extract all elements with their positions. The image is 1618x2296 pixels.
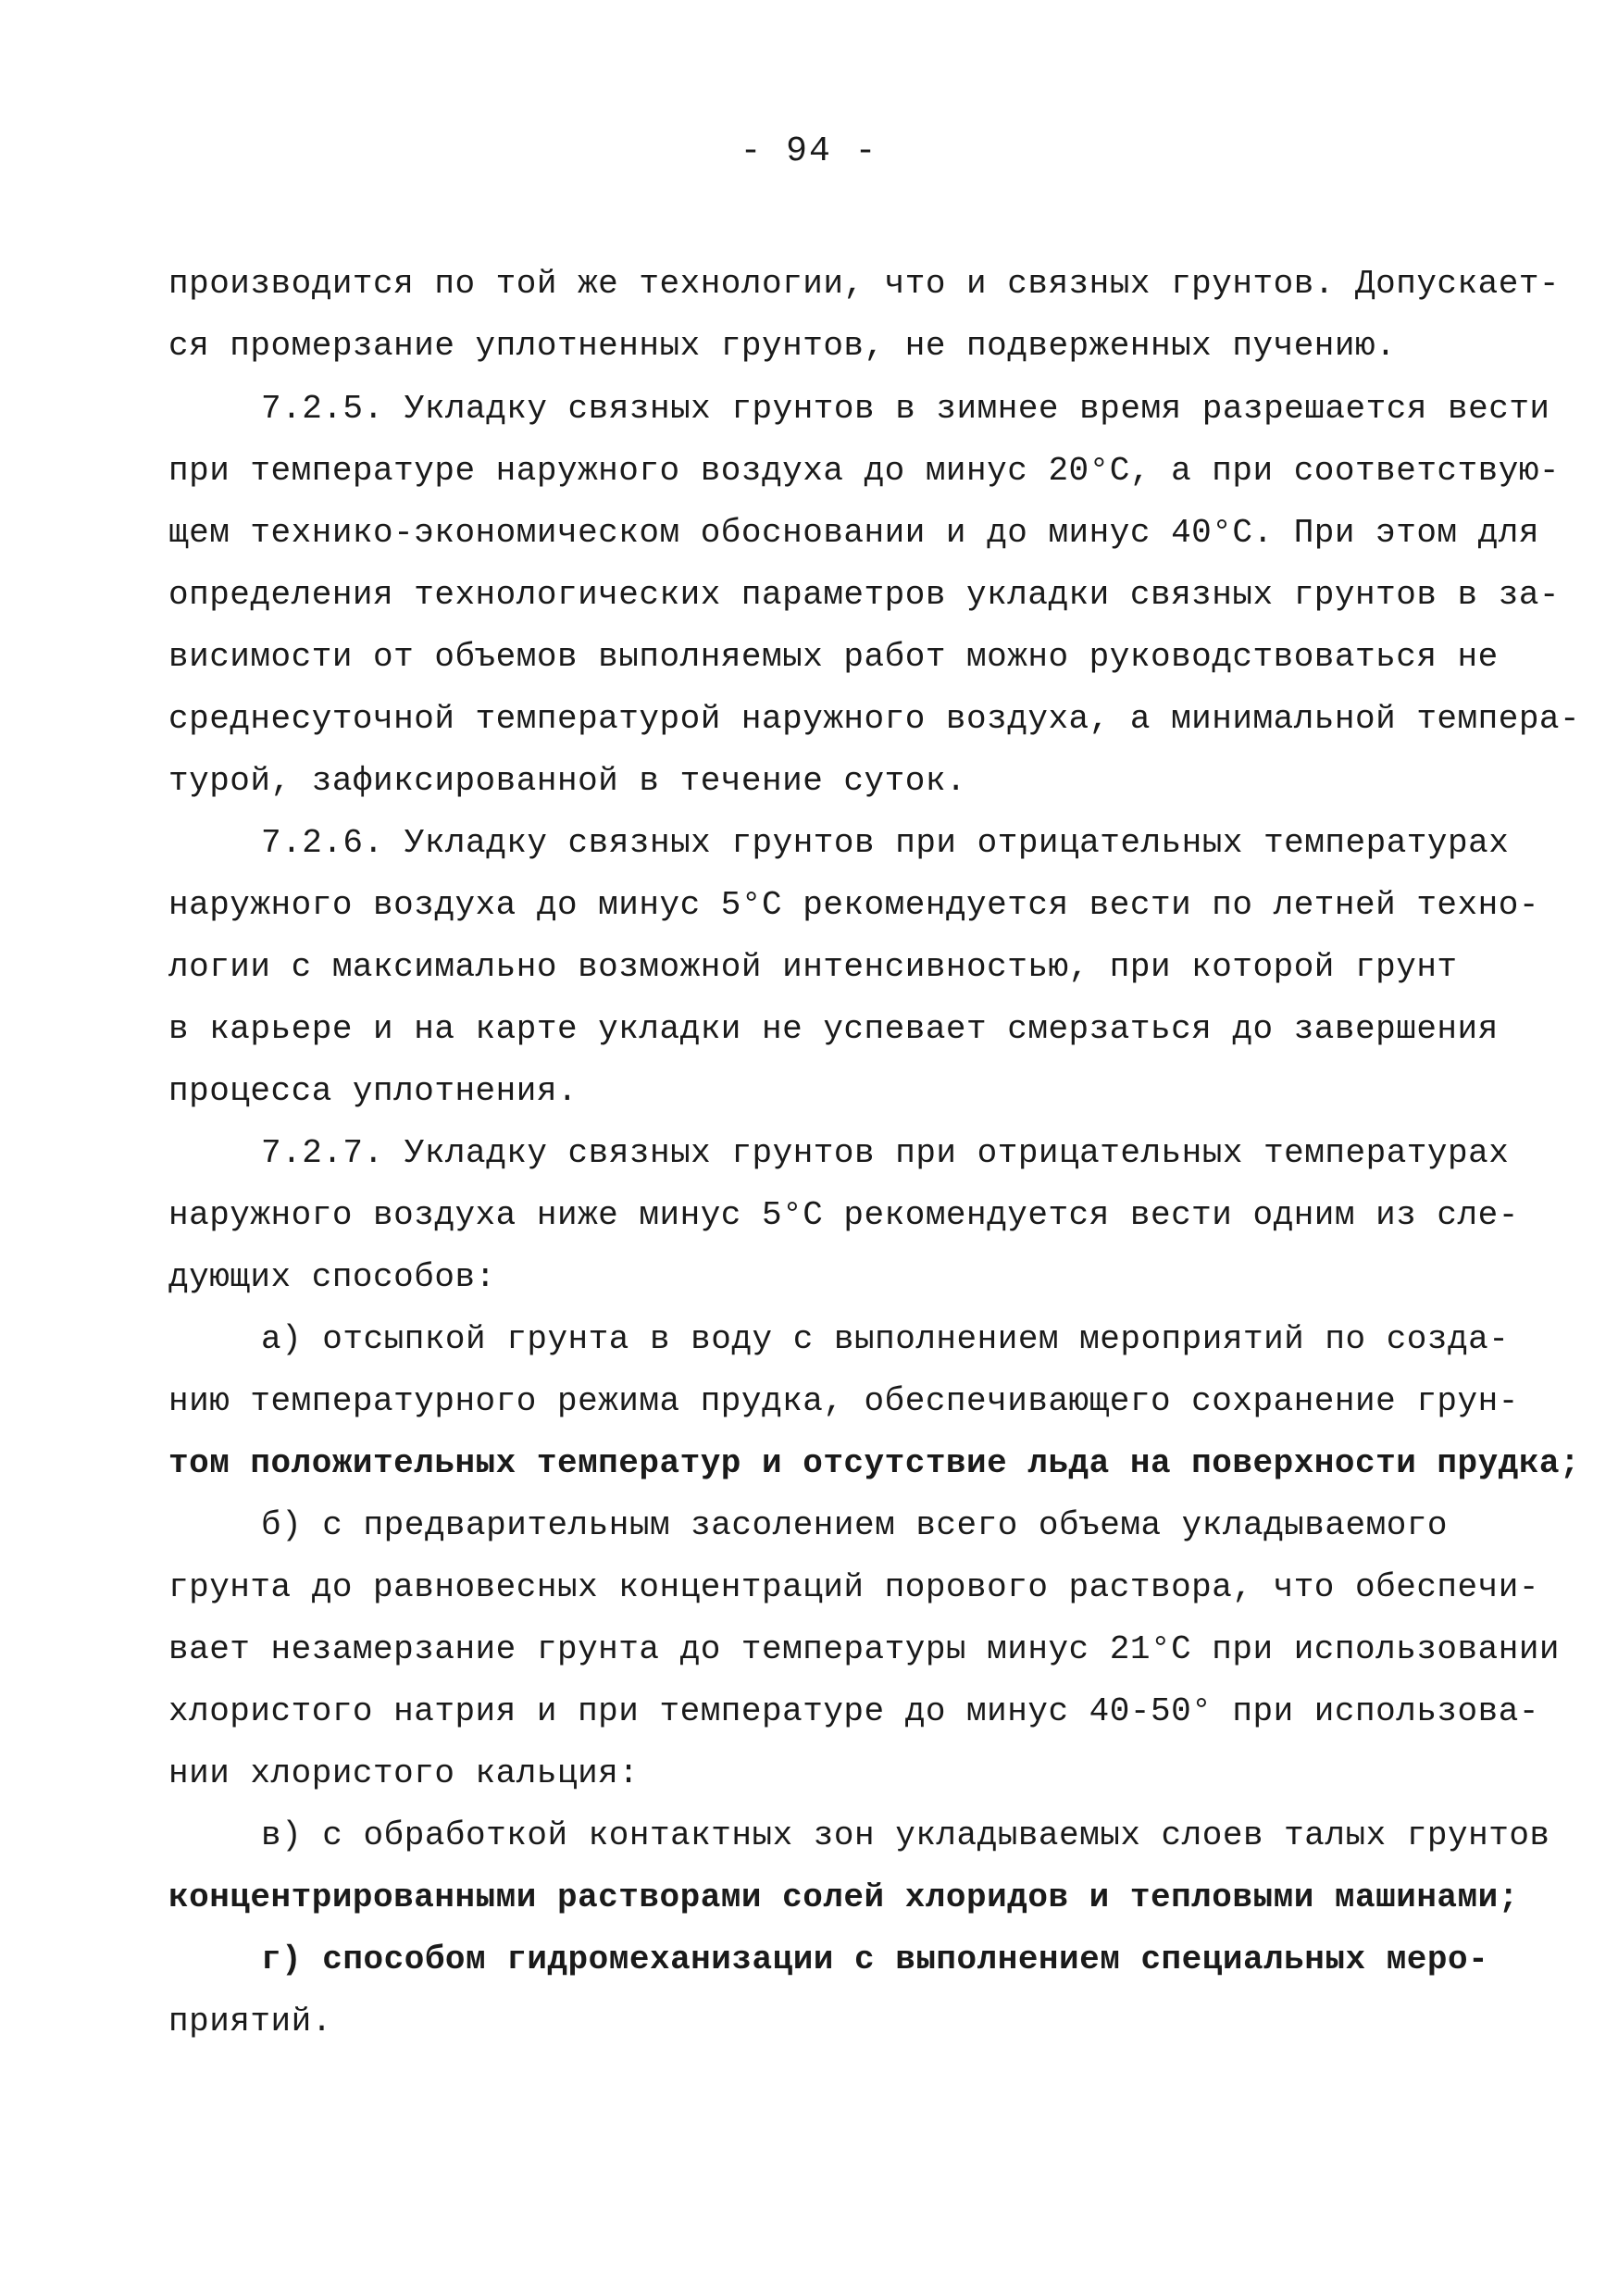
text-line: наружного воздуха ниже минус 5°С рекомендуется вести одним из сле- <box>168 1196 1519 1234</box>
text-line: щем технико-экономическом обосновании и до минус 40°С. При этом для <box>168 514 1539 552</box>
text-line: г) способом гидромеханизации с выполнением специальных меро- <box>261 1940 1489 1978</box>
text-line: 7.2.6. Укладку связных грунтов при отрицательных температурах <box>261 824 1510 862</box>
text-line: в) с обработкой контактных зон укладываемых слоев талых грунтов <box>261 1816 1550 1854</box>
text-line: вает незамерзание грунта до температуры минус 21°С при использовании <box>168 1630 1561 1668</box>
text-line: определения технологических параметров укладки связных грунтов в за- <box>168 576 1561 614</box>
text-line: том положительных температур и отсутствие льда на поверхности прудка; <box>168 1444 1581 1482</box>
text-line: дующих способов: <box>168 1258 496 1296</box>
text-line: турой, зафиксированной в течение суток. <box>168 762 967 800</box>
text-line: в карьере и на карте укладки не успевает смерзаться до завершения <box>168 1010 1499 1048</box>
text-line: хлористого натрия и при температуре до минус 40-50° при использова- <box>168 1692 1539 1730</box>
text-line: процесса уплотнения. <box>168 1072 579 1110</box>
text-line: логии с максимально возможной интенсивностью, при которой грунт <box>168 948 1458 986</box>
text-line: б) с предварительным засолением всего объема укладываемого <box>261 1506 1449 1544</box>
text-line: 7.2.5. Укладку связных грунтов в зимнее время разрешается вести <box>261 390 1550 428</box>
text-line: ся промерзание уплотненных грунтов, не подверженных пучению. <box>168 327 1397 365</box>
text-line: при температуре наружного воздуха до минус 20°С, а при соответствую- <box>168 452 1561 490</box>
text-line: среднесуточной температурой наружного воздуха, а минимальной темпера- <box>168 700 1581 738</box>
text-line: грунта до равновесных концентраций порового раствора, что обеспечи- <box>168 1568 1539 1606</box>
text-line: нии хлористого кальция: <box>168 1754 640 1792</box>
text-line: наружного воздуха до минус 5°С рекомендуется вести по летней техно- <box>168 886 1539 924</box>
text-line: концентрированными растворами солей хлоридов и тепловыми машинами; <box>168 1878 1519 1916</box>
text-line: висимости от объемов выполняемых работ можно руководствоваться не <box>168 638 1499 676</box>
text-line: 7.2.7. Укладку связных грунтов при отрицательных температурах <box>261 1134 1510 1172</box>
page-number: - 94 - <box>740 131 878 171</box>
text-line: производится по той же технологии, что и связных грунтов. Допускает- <box>168 265 1561 303</box>
text-line: а) отсыпкой грунта в воду с выполнением мероприятий по созда- <box>261 1320 1510 1358</box>
text-line: приятий. <box>168 2003 332 2040</box>
text-line: нию температурного режима прудка, обеспечивающего сохранение грун- <box>168 1382 1519 1420</box>
